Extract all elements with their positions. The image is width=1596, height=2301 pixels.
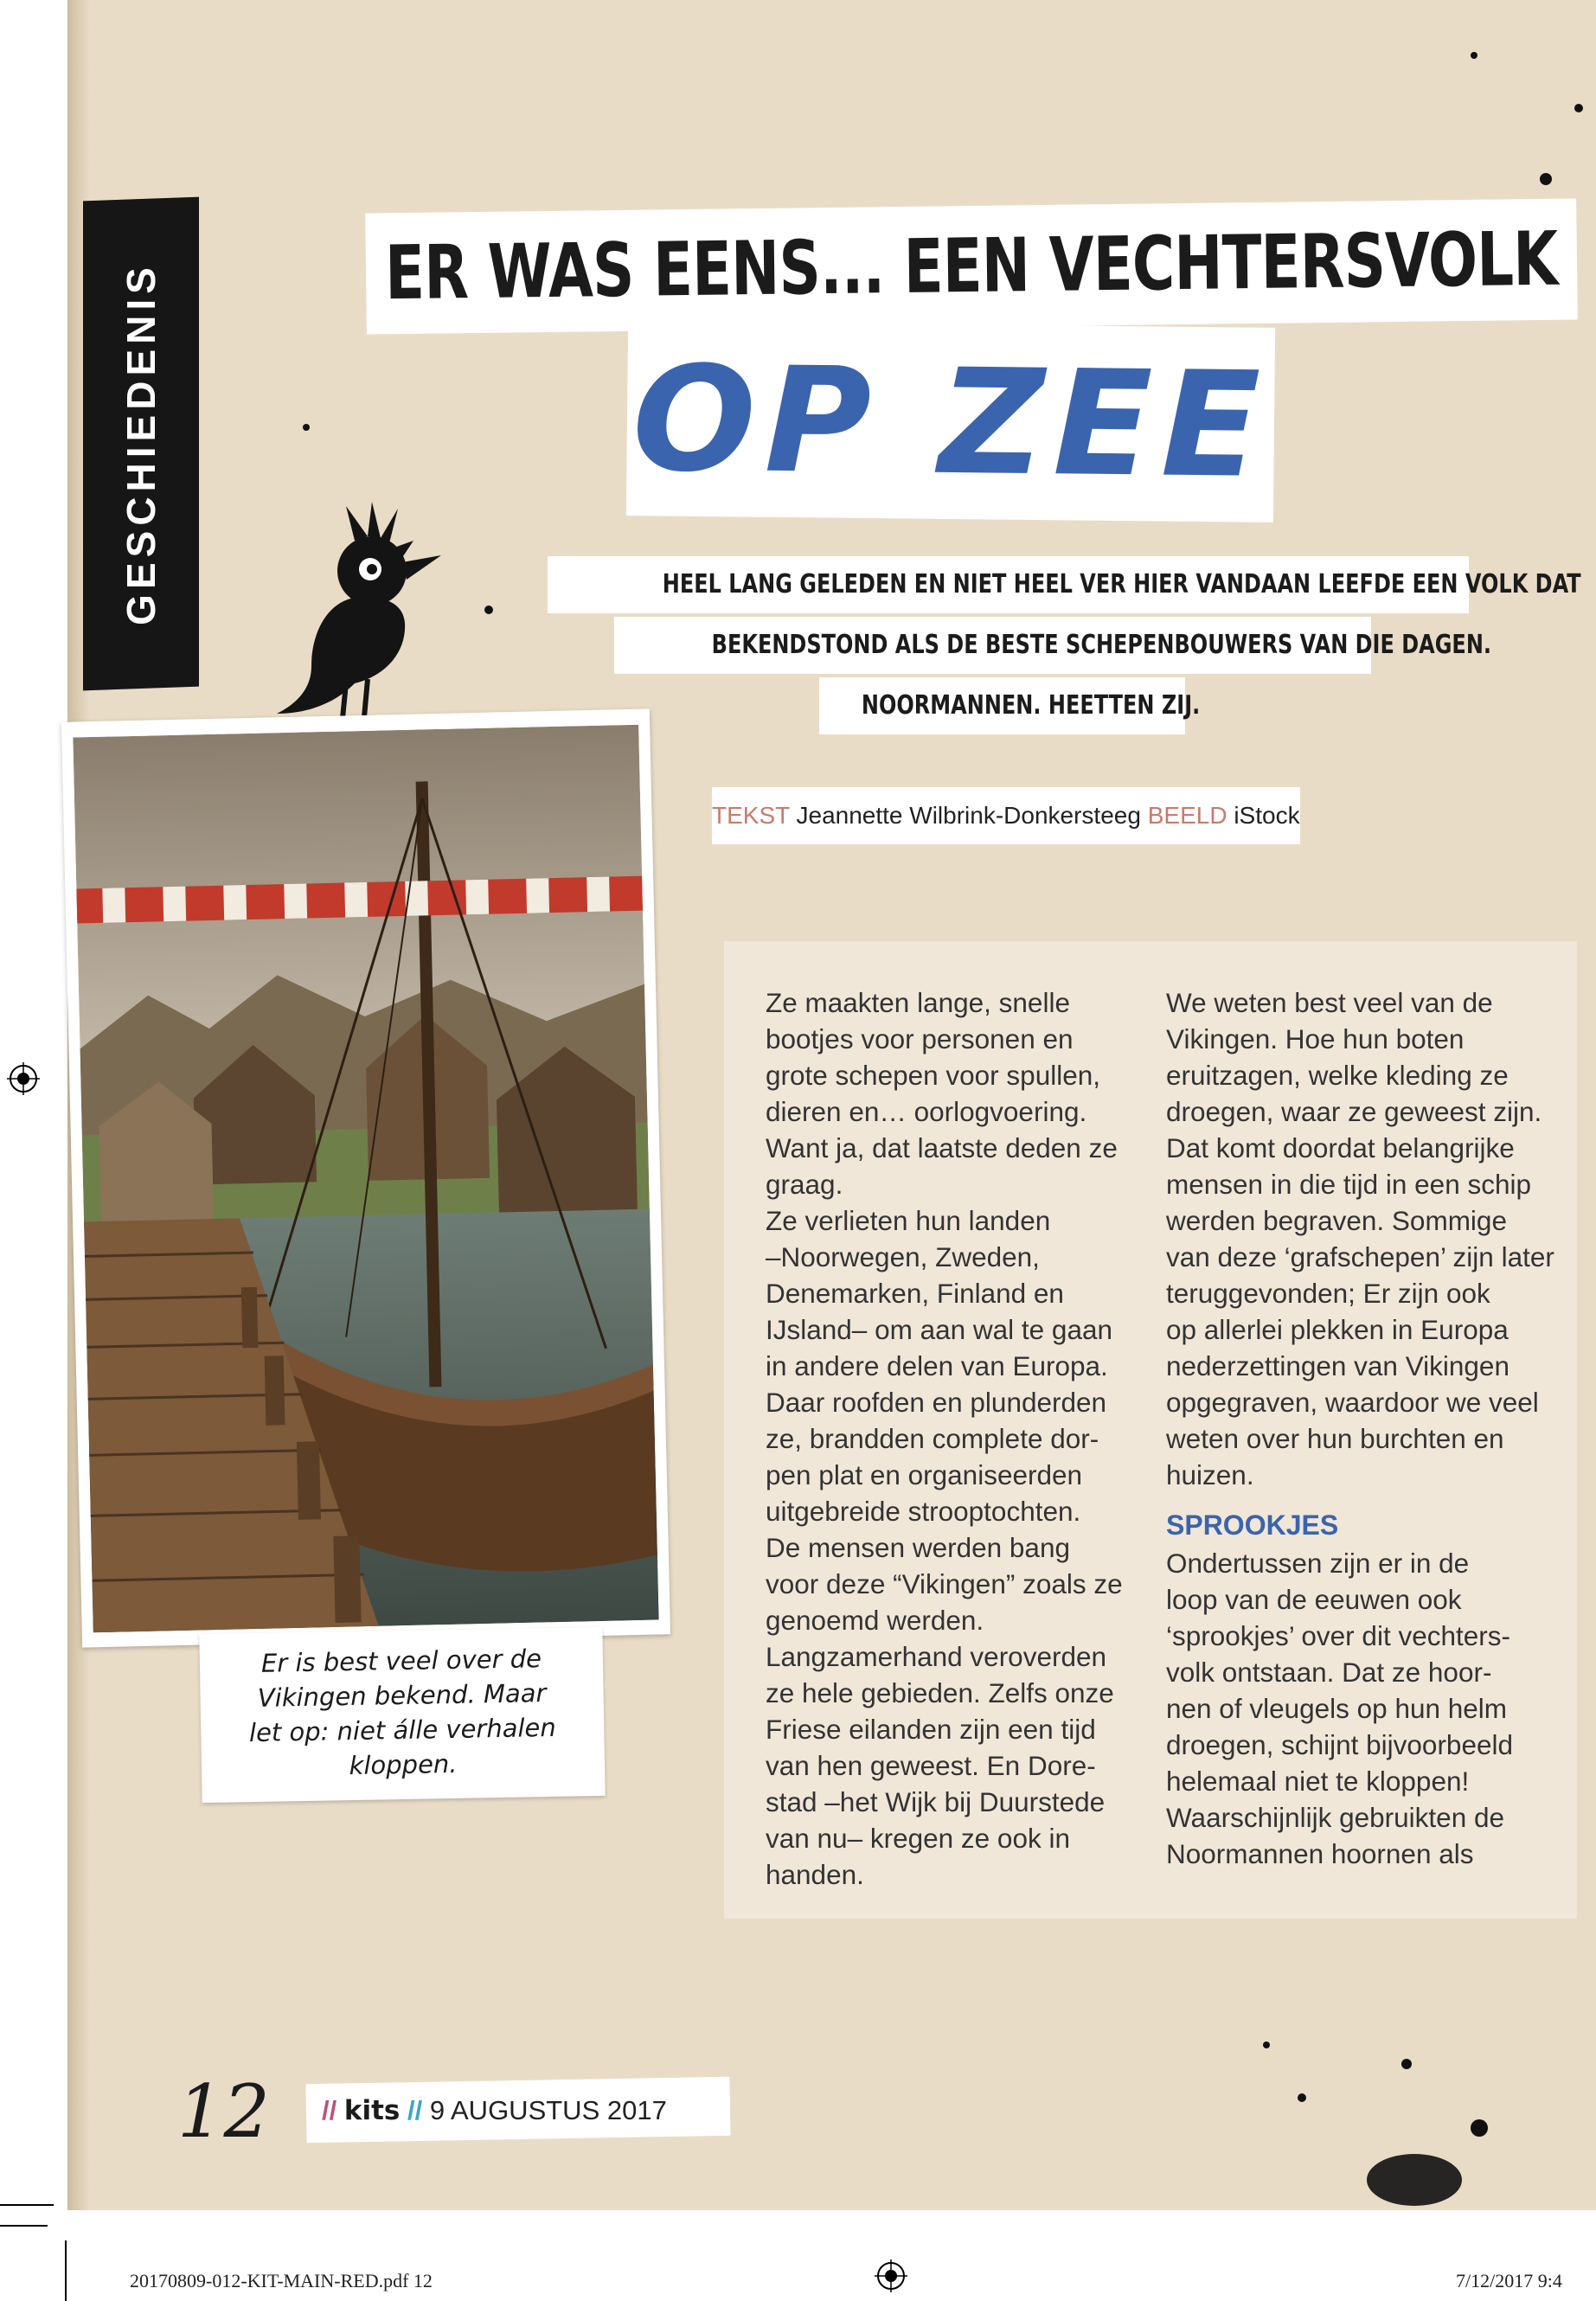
issue-date: 9 AUGUSTUS 2017 [429, 2095, 667, 2125]
intro-line-2: BEKENDSTOND ALS DE BESTE SCHEPENBOUWERS VAN DIE DAGEN. [614, 617, 1371, 674]
credit-text-label: TEKST [712, 802, 790, 829]
credit-image-source: iStock [1234, 802, 1300, 829]
crop-mark [0, 2204, 54, 2206]
folio: // kits // 9 AUGUSTUS 2017 [322, 2095, 667, 2126]
headline-line2: OP ZEE [626, 321, 1275, 522]
registration-mark-icon [875, 2259, 907, 2292]
viking-harbour-photo [73, 725, 658, 1633]
photo-caption: Er is best veel over de Vikingen bekend. Maar let op: niet álle verhalen kloppen. [248, 1644, 557, 1781]
registration-mark-icon [7, 1062, 40, 1095]
headline-line1: ER WAS EENS... EEN VECHTERSVOLK [365, 198, 1578, 334]
section-label: GESCHIEDENIS [119, 262, 164, 625]
intro-line-1: HEEL LANG GELEDEN EN NIET HEEL VER HIER VANDAAN LEEFDE EEN VOLK DAT [548, 556, 1469, 613]
crow-icon [260, 502, 458, 735]
body-column-1: Ze maakten lange, snelle bootjes voor personen en grote schepen voor spullen, dieren en… oorlogvoering. Want ja, dat laatste deden ze graag. Ze verlieten hun landen –Noorwegen, Zweden, Denemarken, Finland en IJsland– om aan wal te gaan in andere delen van Europa. Daar roofden en plunderden ze, brandden complete dor- pen plat en organiseerden uitgebreide strooptochten. De mensen werden bang voor deze “Vikingen” zoals ze genoemd werden. Langzamerhand veroverden ze hele gebieden. Zelfs onze Friese eilanden zijn een tijd van hen geweest. En Dore- stad –het Wijk bij Duurstede van nu– kregen ze ook in handen. [766, 987, 1123, 1890]
brand-name: kits [343, 2095, 401, 2126]
intro-line-3: NOORMANNEN. HEETTEN ZIJ. [819, 677, 1185, 734]
printer-slug-stamp: 7/12/2017 9:4 [1456, 2270, 1562, 2291]
credit-image-label: BEELD [1147, 802, 1227, 829]
body-column-2: We weten best veel van de Vikingen. Hoe hun boten eruitzagen, welke kleding ze droegen, waar ze geweest zijn. Dat komt doordat belangrijke mensen in die tijd in een schip werden begraven. Sommige van deze ‘grafschepen’ zijn later teruggevonden; Er zijn ook op allerlei plekken in Europa nederzettingen van Vikingen opgegraven, waardoor we veel weten over hun burchten en huizen. SPROOKJES Ondertussen zijn er in de loop van de eeuwen ook ‘sprookjes’ over dit vechters- volk ontstaan. Dat ze hoor- nen of vleugels op hun helm droegen, schijnt bijvoorbeeld helemaal niet te kloppen! Waarschijnlijk gebruikten de Noormannen hoornen als [1166, 987, 1554, 1869]
article-credits [712, 787, 1300, 844]
crop-mark [65, 2240, 67, 2301]
printer-slug-file: 20170809-012-KIT-MAIN-RED.pdf 12 [130, 2270, 433, 2291]
subhead-sprookjes: SPROOKJES [1166, 1509, 1339, 1541]
page-number: 12 [177, 2069, 270, 2154]
crop-mark [0, 2225, 48, 2227]
credit-author: Jeannette Wilbrink-Donkersteeg [796, 802, 1141, 829]
